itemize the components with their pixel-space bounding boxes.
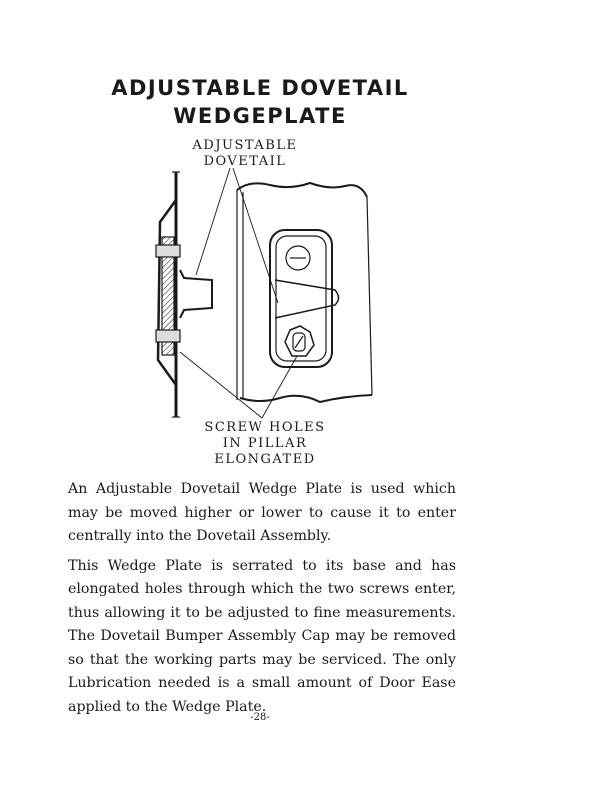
- label-line: DOVETAIL: [203, 154, 287, 169]
- label-line: SCREW HOLES: [204, 420, 326, 435]
- page-number: -28-: [250, 712, 270, 723]
- label-line: ELONGATED: [214, 452, 316, 467]
- page-title-line-2: WEDGEPLATE: [173, 104, 347, 128]
- body-text: [68, 478, 456, 725]
- door-edge: [156, 172, 212, 417]
- label-line: ADJUSTABLE: [192, 138, 298, 153]
- page-title-line-1: ADJUSTABLE DOVETAIL: [111, 76, 409, 100]
- paragraph: This Wedge Plate is serrated to its base and has elongated holes through which the two screws enter, thus allowing it to be adjusted to fine measurements. The Dovetail Bumper Assembly Cap may be removed so that the working parts may be serviced. The only Lubrication needed is a small amount of Door Ease applied to the Wedge Plate.: [68, 557, 456, 715]
- paragraph: An Adjustable Dovetail Wedge Plate is used which may be moved higher or lower to cause it to enter centrally into the Dovetail Assembly.: [68, 481, 456, 544]
- figure-label-bottom: [190, 420, 340, 468]
- leader-lines: [180, 168, 297, 418]
- pillar-block: [237, 183, 372, 402]
- label-line: IN PILLAR: [222, 436, 308, 451]
